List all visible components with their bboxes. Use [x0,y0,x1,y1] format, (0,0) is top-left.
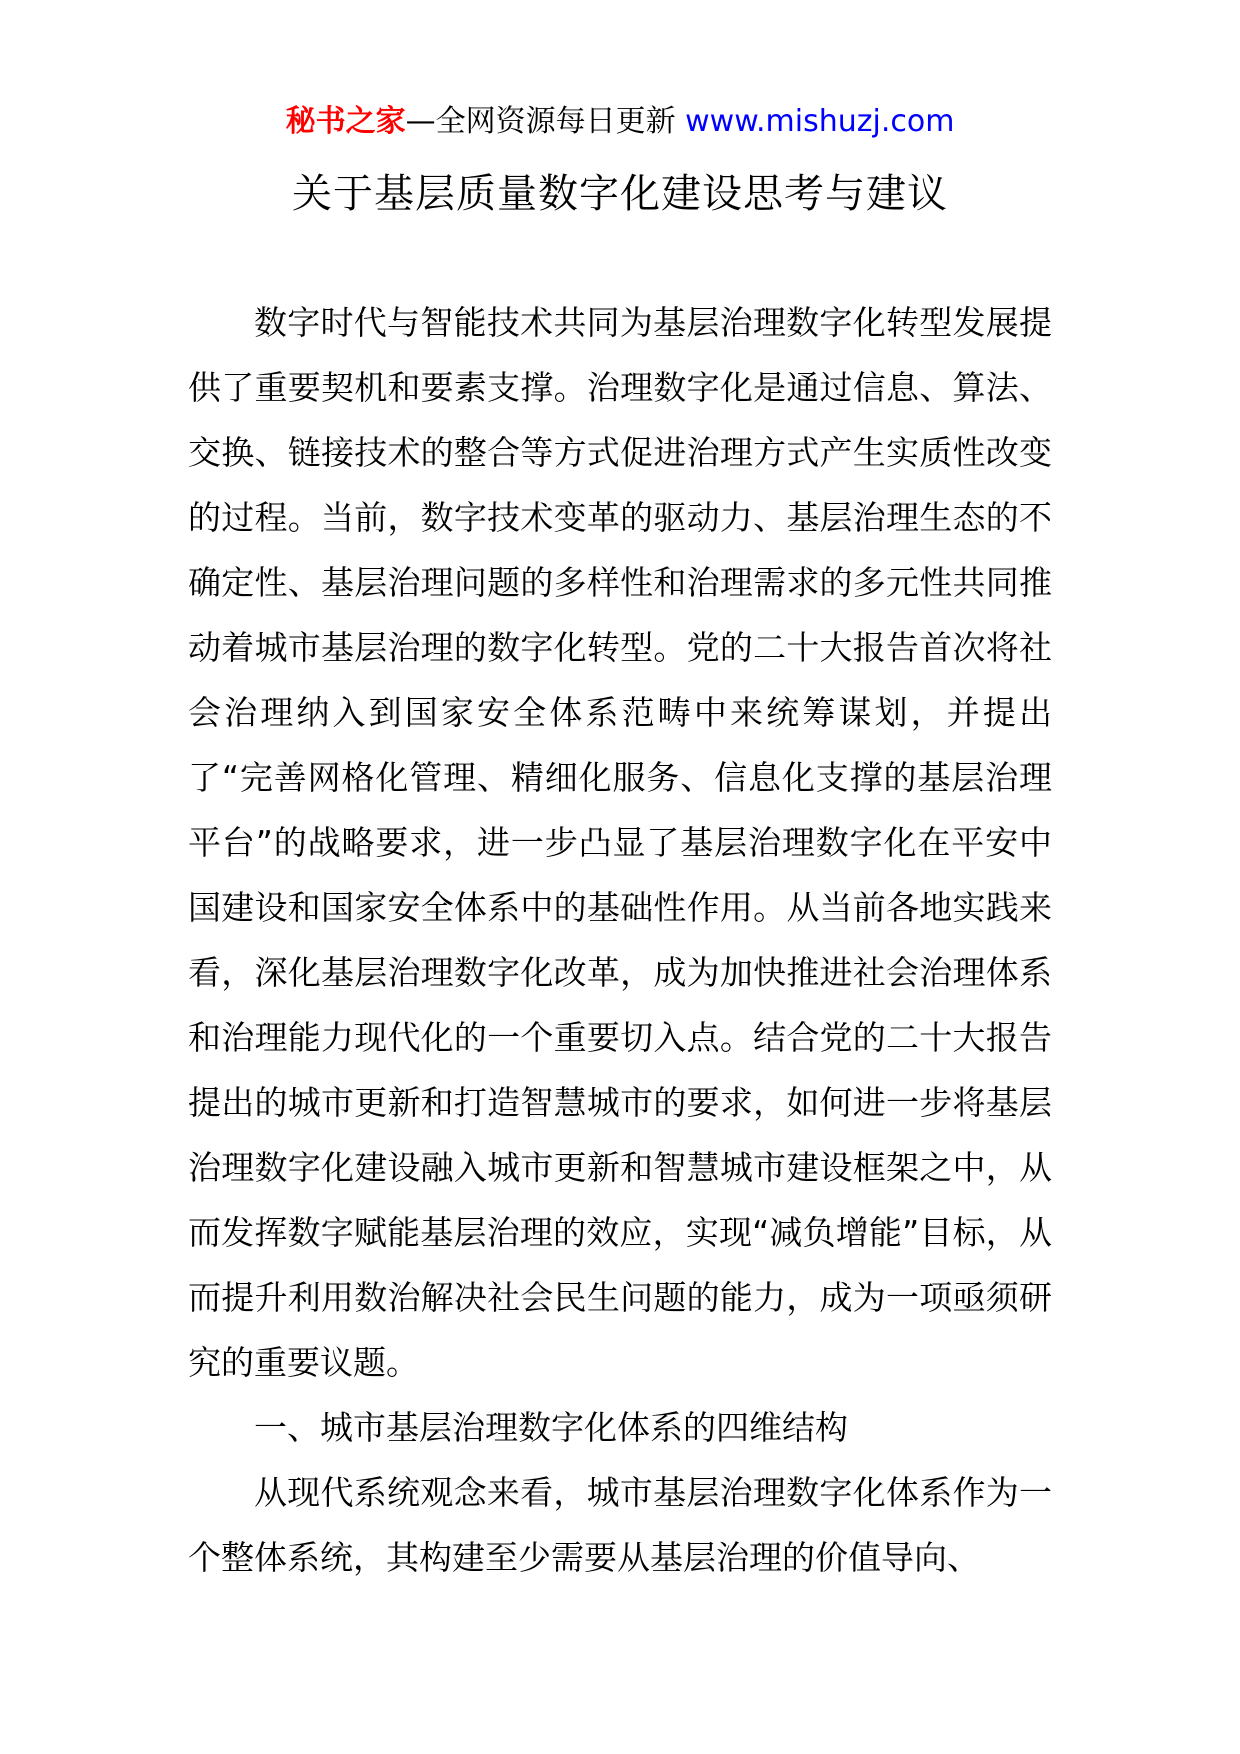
site-url-link[interactable]: www.mishuzj.com [685,104,955,139]
site-banner [0,100,1240,144]
document-body [188,290,1052,1590]
brand-name: 秘书之家 [285,104,406,139]
section-heading-1: 一、城市基层治理数字化体系的四维结构 [254,1408,848,1447]
paragraph-section-1: 从现代系统观念来看，城市基层治理数字化体系作为一个整体系统，其构建至少需要从基层治理的价值导向、 [188,1473,1052,1577]
document-title: 关于基层质量数字化建设思考与建议 [292,171,948,217]
paragraph-intro: 数字时代与智能技术共同为基层治理数字化转型发展提供了重要契机和要素支撑。治理数字化是通过信息、算法、交换、链接技术的整合等方式促进治理方式产生实质性改变的过程。当前，数字技术变革的驱动力、基层治理生态的不确定性、基层治理问题的多样性和治理需求的多元性共同推动着城市基层治理的数字化转型。党的二十大报告首次将社会治理纳入到国家安全体系范畴中来统筹谋划，并提出了“完善网格化管理、精细化服务、信息化支撑的基层治理平台”的战略要求，进一步凸显了基层治理数字化在平安中国建设和国家安全体系中的基础性作用。从当前各地实践来看，深化基层治理数字化改革，成为加快推进社会治理体系和治理能力现代化的一个重要切入点。结合党的二十大报告提出的城市更新和打造智慧城市的要求，如何进一步将基层治理数字化建设融入城市更新和智慧城市建设框架之中，从而发挥数字赋能基层治理的效应，实现“减负增能”目标，从而提升利用数治解决社会民生问题的能力，成为一项亟须研究的重要议题。 [188,303,1052,1382]
banner-tagline: —全网资源每日更新 [405,104,676,139]
